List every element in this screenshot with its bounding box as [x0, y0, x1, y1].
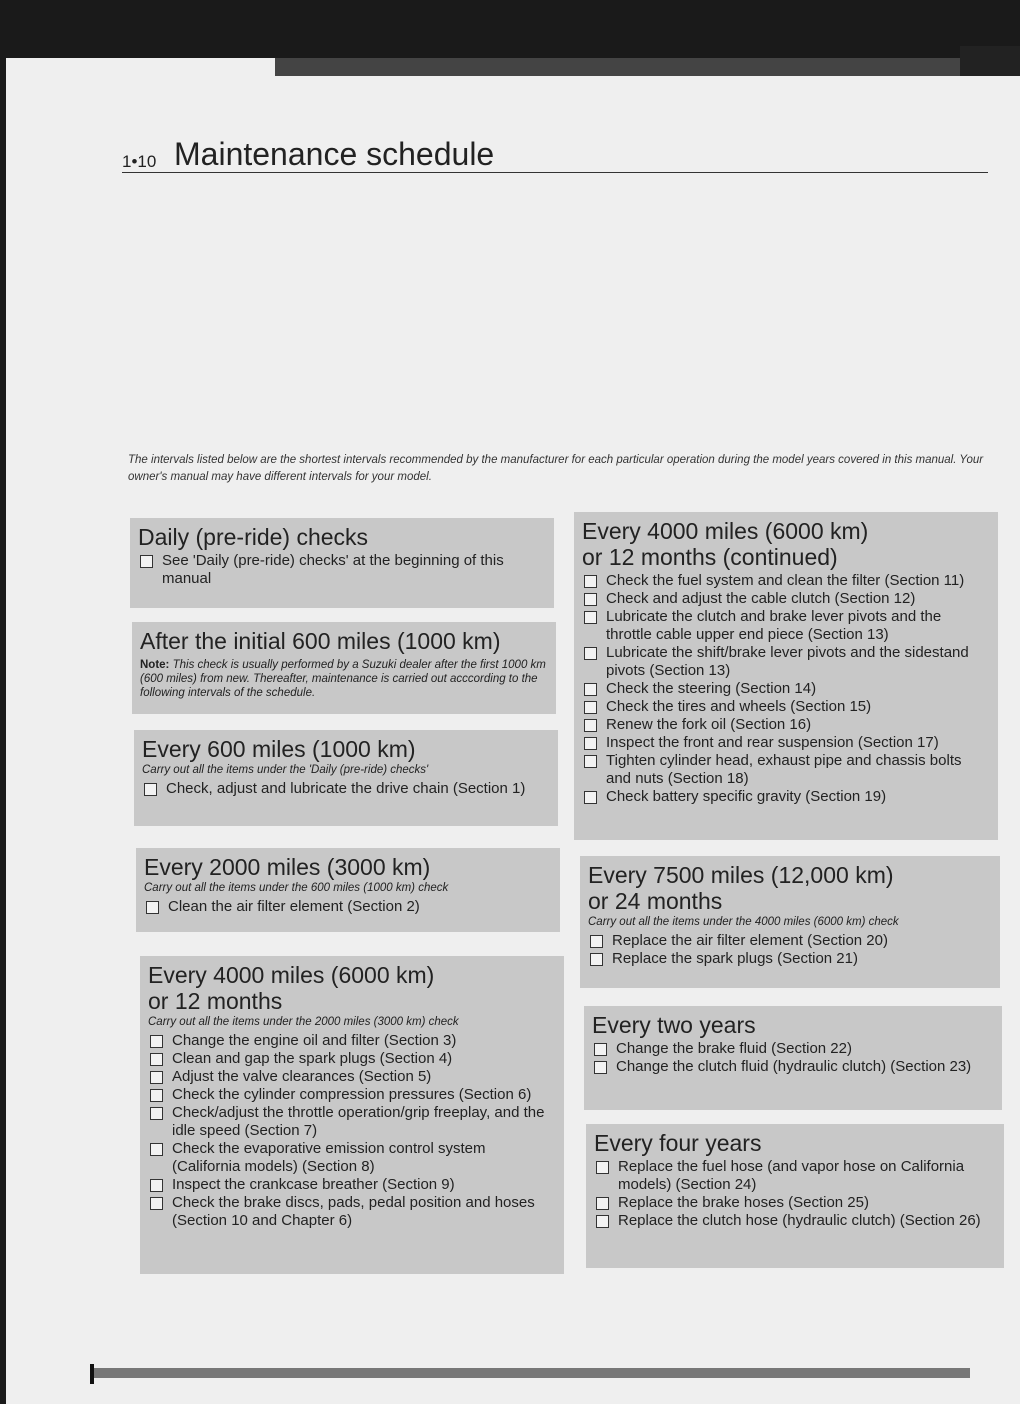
checkbox[interactable]: [596, 1215, 609, 1228]
checklist-item-text: Check the tires and wheels (Section 15): [606, 698, 872, 715]
section-title-line2: or 12 months: [148, 988, 283, 1014]
section-title: Every 4000 miles (6000 km): [148, 962, 435, 988]
checklist-item-text: Replace the spark plugs (Section 21): [612, 950, 858, 967]
checkbox[interactable]: [150, 1197, 163, 1210]
section-title: Every four years: [594, 1130, 762, 1156]
section-subtitle: Carry out all the items under the 'Daily (pre-ride) checks': [142, 764, 429, 776]
checklist-item-text: Replace the brake hoses (Section 25): [618, 1194, 869, 1211]
checkbox[interactable]: [584, 755, 597, 768]
checklist-item-text: Lubricate the shift/brake lever pivots and the sidestand pivots (Section 13): [606, 644, 969, 679]
checklist-item-text: Check and adjust the cable clutch (Section 12): [606, 590, 916, 607]
checklist-item-text: Check the brake discs, pads, pedal position and hoses (Section 10 and Chapter 6): [172, 1194, 535, 1229]
checkbox[interactable]: [150, 1053, 163, 1066]
section-subtitle: Carry out all the items under the 2000 miles (3000 km) check: [148, 1016, 459, 1028]
checklist-item-text: Check the fuel system and clean the filter (Section 11): [606, 572, 965, 589]
checkbox[interactable]: [584, 593, 597, 606]
checklist: [138, 552, 546, 588]
checklist-item-text: Replace the fuel hose (and vapor hose on California models) (Section 24): [618, 1158, 965, 1193]
checkbox[interactable]: [590, 935, 603, 948]
checklist-item: [148, 1104, 556, 1140]
checklist-item: [148, 1140, 556, 1176]
page-edge-shadow: [275, 58, 1020, 76]
checklist-item-text: Inspect the crankcase breather (Section 9): [172, 1176, 455, 1193]
section-title: Daily (pre-ride) checks: [138, 524, 369, 550]
section-title: After the initial 600 miles (1000 km): [140, 628, 501, 654]
checkbox[interactable]: [584, 611, 597, 624]
checkbox[interactable]: [590, 953, 603, 966]
checklist-item: [582, 572, 990, 590]
checklist-item-text: Check/adjust the throttle operation/grip freeplay, and the idle speed (Section 7): [172, 1104, 545, 1139]
checkbox[interactable]: [150, 1143, 163, 1156]
checkbox[interactable]: [594, 1043, 607, 1056]
checklist-item: [148, 1032, 556, 1050]
checkbox[interactable]: [150, 1179, 163, 1192]
section-title-line2: or 12 months (continued): [582, 544, 838, 570]
checklist-item-text: Adjust the valve clearances (Section 5): [172, 1068, 432, 1085]
checkbox[interactable]: [150, 1089, 163, 1102]
checklist-item: [594, 1212, 996, 1230]
checklist-item-text: Check battery specific gravity (Section 19): [606, 788, 887, 805]
checkbox[interactable]: [584, 701, 597, 714]
checkbox[interactable]: [596, 1161, 609, 1174]
section-every-four-years: [586, 1124, 1004, 1268]
checklist-item-text: Replace the air filter element (Section 20): [612, 932, 888, 949]
checklist-item: [582, 590, 990, 608]
checklist-item: [588, 950, 992, 968]
page-corner-shadow: [960, 46, 1020, 76]
section-title: Every 600 miles (1000 km): [142, 736, 416, 762]
section-every-2000: [136, 848, 560, 932]
section-initial-600: [132, 622, 556, 714]
checkbox[interactable]: [146, 901, 159, 914]
checklist-item-text: Tighten cylinder head, exhaust pipe and chassis bolts and nuts (Section 18): [606, 752, 962, 787]
intro-text: The intervals listed below are the shortest intervals recommended by the manufacturer for each particular operation during the model years covered in this manual. Your owner's manual may have different intervals for your model.: [128, 454, 984, 483]
checklist-item-text: Replace the clutch hose (hydraulic clutch) (Section 26): [618, 1212, 981, 1229]
checklist-item: [582, 608, 990, 644]
section-title: Every 4000 miles (6000 km): [582, 518, 869, 544]
checklist: [594, 1158, 996, 1230]
checkbox[interactable]: [594, 1061, 607, 1074]
checklist-item: [148, 1068, 556, 1086]
section-every-600: [134, 730, 558, 826]
checklist-item: [582, 644, 990, 680]
section-title: Every 2000 miles (3000 km): [144, 854, 431, 880]
section-every-4000-continued: [574, 512, 998, 840]
page-bottom-edge: [90, 1368, 970, 1378]
section-subtitle: Carry out all the items under the 4000 miles (6000 km) check: [588, 916, 899, 928]
checkbox[interactable]: [584, 719, 597, 732]
page-header: [122, 132, 988, 173]
checklist-item-text: Check the evaporative emission control system (California models) (Section 8): [172, 1140, 486, 1175]
section-daily: [130, 518, 554, 608]
checklist-item: [582, 788, 990, 806]
section-title-line2: or 24 months: [588, 888, 723, 914]
checkbox[interactable]: [140, 555, 153, 568]
checklist-item-text: Change the clutch fluid (hydraulic clutch) (Section 23): [616, 1058, 972, 1075]
checklist-item-text: Check the cylinder compression pressures (Section 6): [172, 1086, 532, 1103]
checklist-item-text: See 'Daily (pre-ride) checks' at the beginning of this manual: [162, 552, 504, 587]
note-label: Note:: [140, 659, 170, 671]
checklist-item: [148, 1086, 556, 1104]
page-number: 1•10: [122, 152, 157, 171]
checkbox[interactable]: [150, 1035, 163, 1048]
checklist-item: [592, 1058, 994, 1076]
checklist-item-text: Clean the air filter element (Section 2): [168, 898, 420, 915]
section-title: Every two years: [592, 1012, 756, 1038]
checkbox[interactable]: [584, 575, 597, 588]
checkbox[interactable]: [584, 737, 597, 750]
checklist-item: [148, 1050, 556, 1068]
checklist-item: [592, 1040, 994, 1058]
checklist-item: [582, 680, 990, 698]
checklist-item-text: Lubricate the clutch and brake lever pivots and the throttle cable upper end piece (Section 13): [606, 608, 942, 643]
checklist: [582, 572, 990, 806]
checklist-item: [588, 932, 992, 950]
checklist-item: [582, 716, 990, 734]
note-text: This check is usually performed by a Suzuki dealer after the first 1000 km (600 miles) from new. Thereafter, maintenance is carried out acccording to the following intervals of the schedule.: [140, 659, 546, 699]
checkbox[interactable]: [584, 791, 597, 804]
checklist-item-text: Change the brake fluid (Section 22): [616, 1040, 852, 1057]
checklist-item-text: Check, adjust and lubricate the drive chain (Section 1): [166, 780, 526, 797]
checklist-item-text: Check the steering (Section 14): [606, 680, 817, 697]
section-title: Every 7500 miles (12,000 km): [588, 862, 894, 888]
checklist-item: [582, 734, 990, 752]
checkbox[interactable]: [150, 1071, 163, 1084]
section-every-4000: [140, 956, 564, 1274]
checklist-item: [582, 698, 990, 716]
section-note: [140, 658, 548, 700]
checklist-item: [144, 898, 552, 916]
page-bottom-mark: [90, 1364, 94, 1384]
checkbox[interactable]: [584, 683, 597, 696]
checkbox[interactable]: [144, 783, 157, 796]
section-subtitle: Carry out all the items under the 600 miles (1000 km) check: [144, 882, 449, 894]
checklist-item-text: Clean and gap the spark plugs (Section 4): [172, 1050, 453, 1067]
checklist-item: [148, 1194, 556, 1230]
page-title: Maintenance schedule: [174, 136, 495, 172]
checklist-item-text: Change the engine oil and filter (Section 3): [172, 1032, 457, 1049]
checklist-item: [594, 1194, 996, 1212]
checklist-item-text: Renew the fork oil (Section 16): [606, 716, 812, 733]
checklist: [592, 1040, 994, 1076]
section-every-7500: [580, 856, 1000, 988]
checklist-item-text: Inspect the front and rear suspension (Section 17): [606, 734, 939, 751]
checklist-item: [142, 780, 550, 798]
checklist: [144, 898, 552, 916]
checklist-item: [594, 1158, 996, 1194]
checkbox[interactable]: [150, 1107, 163, 1120]
checklist-item: [582, 752, 990, 788]
checklist: [142, 780, 550, 798]
checklist-item: [148, 1176, 556, 1194]
checklist: [588, 932, 992, 968]
checklist-item: [138, 552, 546, 588]
checkbox[interactable]: [584, 647, 597, 660]
checkbox[interactable]: [596, 1197, 609, 1210]
section-every-two-years: [584, 1006, 1002, 1110]
checklist: [148, 1032, 556, 1230]
